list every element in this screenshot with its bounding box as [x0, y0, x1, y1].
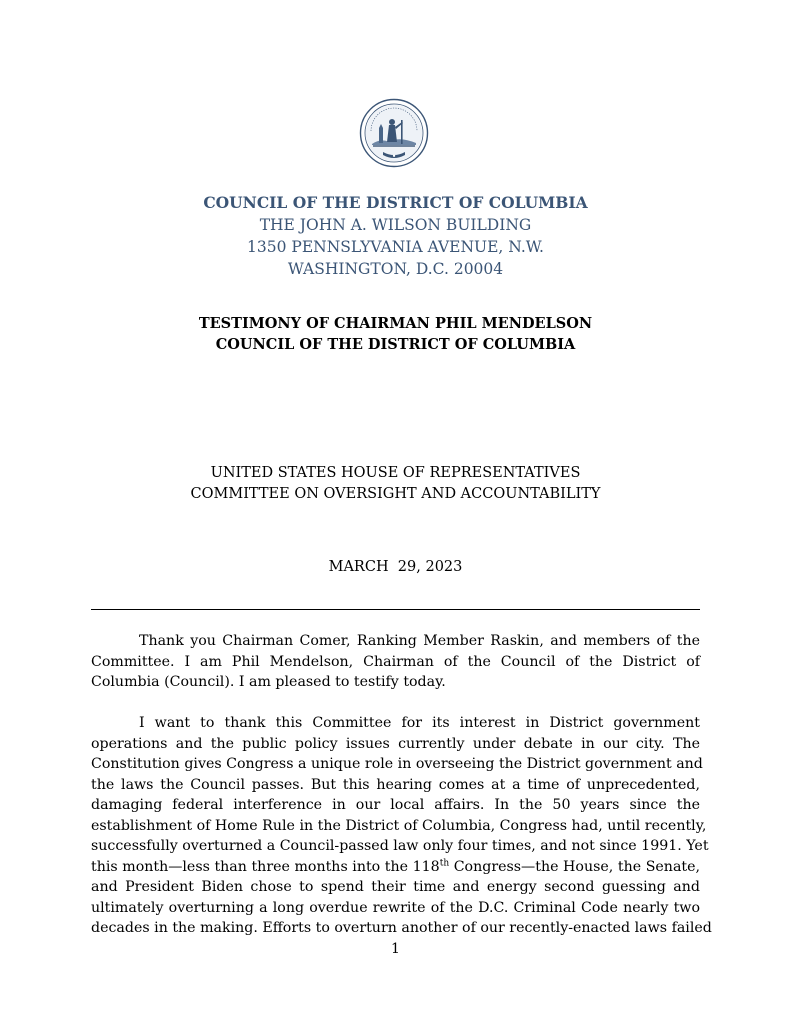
ordinal-superscript: th — [439, 857, 450, 868]
testimony-title-line-1: TESTIMONY OF CHAIRMAN PHIL MENDELSON — [198, 315, 593, 332]
letterhead — [0, 192, 791, 280]
svg-text:●: ● — [392, 153, 396, 158]
line-8-before: this month—less than three months into the 118 — [91, 858, 440, 875]
paragraph-2-line-6: establishment of Home Rule in the District of Columbia, Congress had, until recently, — [91, 817, 707, 834]
divider-rule — [91, 609, 700, 610]
council-name: COUNCIL OF THE DISTRICT OF COLUMBIA — [203, 193, 588, 212]
paragraph-2 — [91, 713, 712, 939]
testimony-title — [0, 313, 791, 355]
line-8-after: Congress—the House, the Senate, — [449, 858, 701, 875]
page-number: 1 — [391, 941, 400, 957]
paragraph-2-line-3: Constitution gives Congress a unique role in overseeing the District government and — [91, 756, 703, 772]
paragraph-2-line-11: decades in the making. Efforts to overturn another of our recently-enacted laws failed — [91, 920, 712, 936]
committee-line-2: COMMITTEE ON OVERSIGHT AND ACCOUNTABILITY — [190, 486, 601, 502]
testimony-title-line-2: COUNCIL OF THE DISTRICT OF COLUMBIA — [215, 336, 576, 353]
paragraph-2-line-8 — [91, 857, 700, 878]
paragraph-1-line-2: Committee. I am Phil Mendelson, Chairman of the Council of the District of — [91, 653, 700, 670]
paragraph-1-line-1: Thank you Chairman Comer, Ranking Member Raskin, and members of the — [139, 633, 700, 649]
paragraph-2-line-5: damaging federal interference in our local affairs. In the 50 years since the — [91, 797, 700, 813]
committee-heading — [0, 463, 791, 505]
paragraph-2-line-7: successfully overturned a Council-passed law only four times, and not since 1991. Yet — [91, 838, 709, 854]
committee-line-1: UNITED STATES HOUSE OF REPRESENTATIVES — [210, 465, 581, 481]
city-address: WASHINGTON, D.C. 20004 — [287, 260, 504, 278]
street-address: 1350 PENNSLYVANIA AVENUE, N.W. — [247, 238, 544, 256]
paragraph-1-line-3: Columbia (Council). I am pleased to testify today. — [91, 674, 446, 690]
paragraph-2-line-9: and President Biden chose to spend their time and energy second guessing and — [91, 879, 700, 895]
paragraph-1 — [91, 631, 700, 693]
paragraph-2-line-4: the laws the Council passes. But this hearing comes at a time of unprecedented, — [91, 776, 700, 793]
council-seal-icon — [359, 98, 429, 168]
paragraph-2-line-2: operations and the public policy issues currently under debate in our city. The — [91, 735, 700, 752]
building-name: THE JOHN A. WILSON BUILDING — [259, 216, 532, 234]
hearing-date: MARCH 29, 2023 — [328, 559, 463, 575]
paragraph-2-line-1: I want to thank this Committee for its interest in District government — [139, 715, 700, 731]
paragraph-2-line-10: ultimately overturning a long overdue rewrite of the D.C. Criminal Code nearly two — [91, 899, 700, 916]
